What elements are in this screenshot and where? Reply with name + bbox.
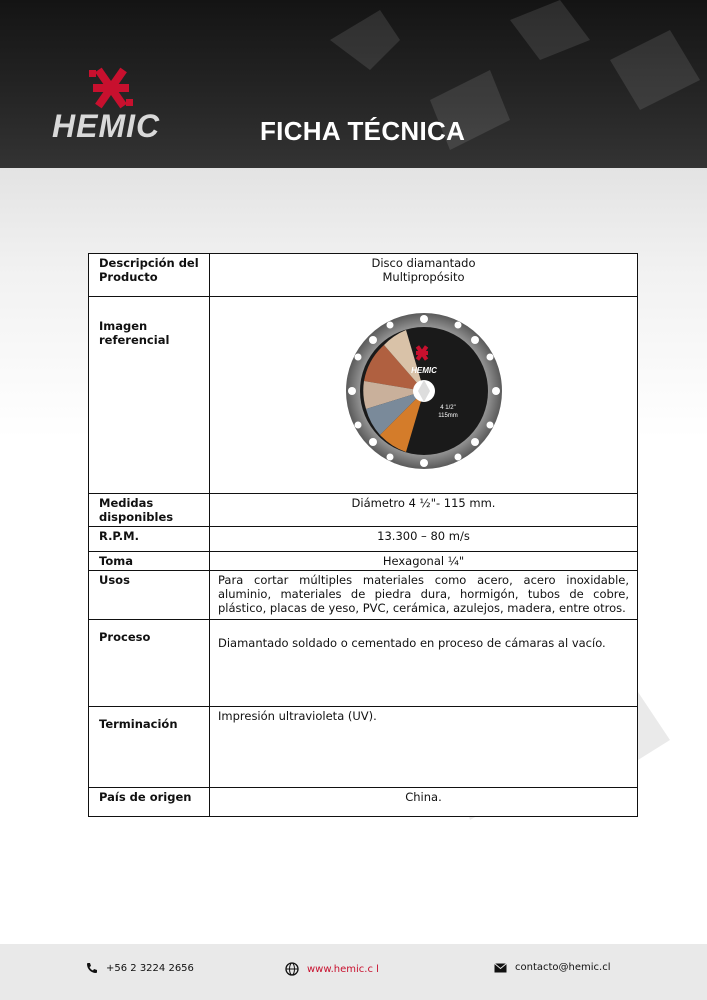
spec-table (88, 253, 638, 817)
description-line-2: Multipropósito (382, 270, 465, 284)
row-label: Usos (89, 571, 210, 620)
page-header (0, 0, 707, 168)
table-row-proceso (89, 620, 638, 707)
globe-icon (285, 962, 299, 976)
row-value: Para cortar múltiples materiales como acero, acero inoxidable, aluminio, materiales de piedra dura, hormigón, tubos de cobre, plástico, placas de yeso, PVC, cerámica, azulejos, madera, entre otros. (210, 571, 638, 620)
table-row-descripcion (89, 254, 638, 297)
row-value: Diamantado soldado o cementado en proceso de cámaras al vacío. (210, 620, 638, 707)
brand-name: HEMIC (52, 108, 161, 144)
row-label: R.P.M. (89, 527, 210, 552)
disc-mm-text: 115mm (437, 413, 458, 419)
row-label: Toma (89, 552, 210, 571)
hemic-logo-icon (86, 66, 136, 110)
row-label: Terminación (89, 707, 210, 788)
disc-brand-text: HEMIC (410, 366, 437, 375)
table-row-toma (89, 552, 638, 571)
table-row-pais (89, 788, 638, 817)
row-label: Proceso (89, 620, 210, 707)
mail-icon (494, 963, 507, 973)
page-footer (0, 944, 707, 1000)
page-title: FICHA TÉCNICA (260, 116, 466, 146)
row-value: Hexagonal ¼" (210, 552, 638, 571)
phone-icon (86, 962, 98, 974)
phone-text: +56 2 3224 2656 (106, 962, 194, 974)
row-value: Impresión ultravioleta (UV). (210, 707, 638, 788)
row-label: País de origen (89, 788, 210, 817)
row-label: Medidas disponibles (89, 494, 210, 527)
description-line-1: Disco diamantado (371, 256, 476, 270)
row-value (210, 297, 638, 494)
table-row-usos (89, 571, 638, 620)
email-link[interactable]: contacto@hemic.cl (515, 962, 611, 973)
row-value: China. (210, 788, 638, 817)
row-value: Diámetro 4 ½"- 115 mm. (210, 494, 638, 527)
table-row-rpm (89, 527, 638, 552)
website-link[interactable]: www.hemic.c l (307, 963, 379, 975)
disc-size-text: 4 1/2" (439, 405, 456, 411)
row-label: Descripción del Producto (89, 254, 210, 297)
row-value (210, 254, 638, 297)
table-row-imagen (89, 297, 638, 494)
footer-phone (86, 962, 194, 974)
footer-web[interactable] (285, 962, 379, 976)
row-label: Imagen referencial (89, 297, 210, 494)
table-row-medidas (89, 494, 638, 527)
footer-email[interactable] (494, 962, 611, 973)
diamond-disc-image (344, 311, 504, 471)
row-value: 13.300 – 80 m/s (210, 527, 638, 552)
table-row-terminacion (89, 707, 638, 788)
